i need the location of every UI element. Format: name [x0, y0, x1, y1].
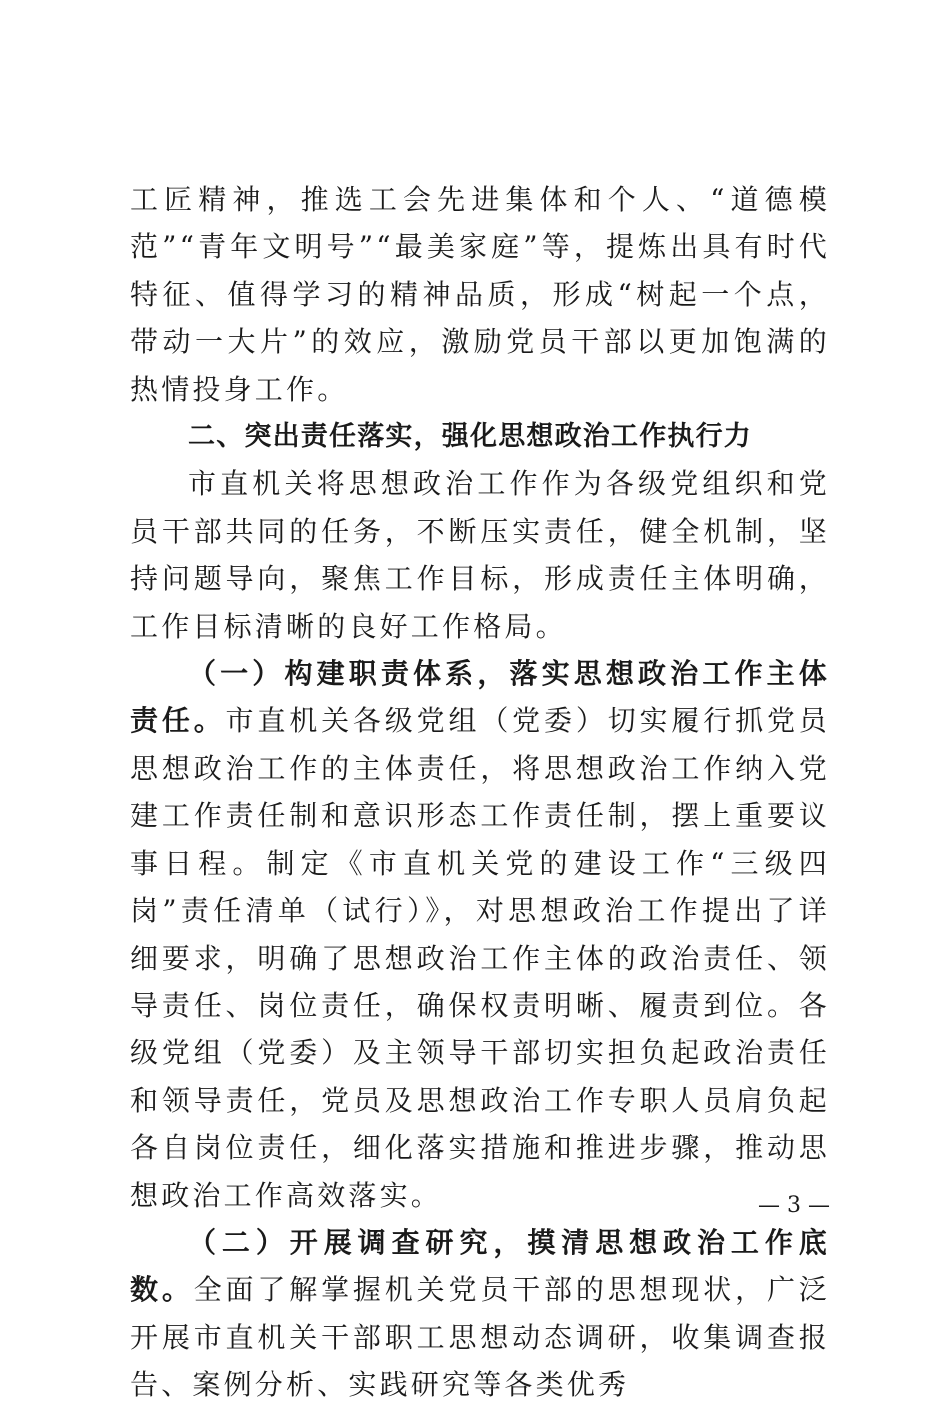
subsection-2-heading: （二）开展调查研究，摸清思想政治工作底数。: [130, 1225, 830, 1307]
paragraph-intro: 市直机关将思想政治工作作为各级党组织和党员干部共同的任务，不断压实责任，健全机制，坚持问题导向，聚焦工作目标，形成责任主体明确，工作目标清晰的良好工作格局。: [130, 467, 830, 643]
document-body: [130, 176, 830, 1409]
page-number: — 3 —: [758, 1193, 830, 1218]
subsection-1-heading: （一）构建职责体系，落实思想政治工作主体责任。: [130, 657, 830, 738]
subsection-1-body: 市直机关各级党组（党委）切实履行抓党员思想政治工作的主体责任，将思想政治工作纳入党建工作责任制和意识形态工作责任制，摆上重要议事日程。制定《市直机关党的建设工作“三级四岗”责任清单（试行）》，对思想政治工作提出了详细要求，明确了思想政治工作主体的政治责任、领导责任、岗位责任，确保权责明晰、履责到位。各级党组（党委）及主领导干部切实担负起政治责任和领导责任，党员及思想政治工作专职人员肩负起各自岗位责任，细化落实措施和推进步骤，推动思想政治工作高效落实。: [130, 704, 830, 1212]
subsection-2-body: 全面了解掌握机关党员干部的思想现状，广泛开展市直机关干部职工思想动态调研，收集调查报告、案例分析、实践研究等各类优秀: [130, 1273, 830, 1402]
section-heading: 二、突出责任落实，强化思想政治工作执行力: [188, 421, 752, 453]
paragraph-subsection-1: [130, 650, 830, 1219]
paragraph-subsection-2: [130, 1219, 830, 1409]
paragraph-continuation: 工匠精神，推选工会先进集体和个人、“道德模范”“青年文明号”“最美家庭”等，提炼出具有时代特征、值得学习的精神品质，形成“树起一个点，带动一大片”的效应，激励党员干部以更加饱满的热情投身工作。: [130, 183, 830, 406]
